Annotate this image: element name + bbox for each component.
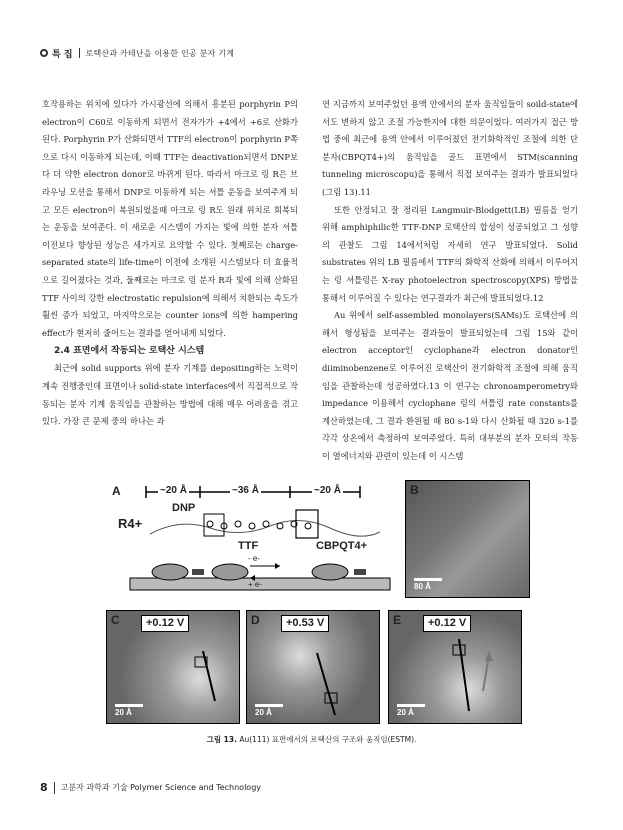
panel-label: D [251,613,260,627]
distance-label: ~36 Å [232,485,259,496]
paragraph: 호작용하는 위치에 있다가 가시광선에 의해서 흥분된 porphyrin P의 electron이 C60로 이동하게 되면서 전자가가 +4에서 +6로 산화가 된다. Porphyrin P가 산화되면서 TTF의 electron이 porphyrin P쪽으로 다시 이동하게 되는데, 이때 TTF는 deactivation되면서 DNP보다 더 약한 electron donor로 바뀌게 된다. 따라서 마크로 링 R은 브라우닝 모션을 통해서 DNP로 이동하게 되는 셔틀 운동을 보여주게 되고 모든 electron이 복원되었을때 마크로 링 R도 원래 위치로 회복되는 운동을 보여준다. 이 새로운 시스템이 가지는 빛에 의한 분자 셔틀 이전보다 향상된 성능은 세가지로 요약할 수 있다. 첫째로는 charge-separated state의 life-time이 이전에 소개된 시스템보다 더 효율적으로 길어졌다는 것과, 둘째로는 마크로 링 분자 R과 빛에 의해 산화된 TTF 사이의 강한 electrostatic repulsion에 의해서 치환되는 속도가 훨씬 증가 되었고, 마지막으로는 counter ions에 의한 hampering effect가 현저히 줄어드는 결과를 얻어내게 되었다. [42,99,298,338]
scale-bar: 20 Å [255,704,283,717]
panel-label: E [393,613,402,627]
panel-d-stm-image [246,610,380,724]
oxidation-label: - e- [248,554,260,563]
running-header [40,46,585,60]
divider [79,48,80,58]
scale-bar: 80 Å [414,578,442,591]
bullet-icon [40,49,48,57]
page-number: 8 [40,781,48,794]
section-label: 특 집 [52,49,73,60]
paragraph: 또한 안정되고 잘 정리된 Langmuir-Blodgett(LB) 필름을 얻기 위해 amphiphilic한 TTF-DNP 로택산의 합성이 성공되었고 그 성향의 관찰도 그림 14에서처럼 자세히 연구 발표되었다. Solid substrates 위의 LB 필름에서 TTF의 화학적 산화에 의해서 이루어지는 링 셔틀링은 X-ray photoelectron spectroscopy(XPS) 방법을 통해서 이루어질 수 있다는 연구결과가 최근에 발표되었다.12 [322,204,578,303]
paragraph: 연 지금까지 보여주었던 용액 안에서의 분자 움직임들이 soild-state에서도 변하지 않고 조절 가능한지에 대한 의문이었다. 여러가지 접근 방법 중에 최근에 용액 안에서 이루어졌던 전기화학적인 조절에 의한 단분자(CBPQT4+)의 움직임을 골드 표면에서 STM(scanning tunneling microscopu)을 통해서 직접 보여주는 결과가 발표되었다(그림 13).11 [322,99,578,197]
paragraph: 최근에 solid supports 위에 분자 기계를 depositing하는 노력이 계속 진행중인데 표면이나 solid-state interfaces에서 직접적으로 작동되는 분자 기계 움직임을 관찰하는 방법에 대해 매우 어려움을 겪고 있다. 가장 큰 문제 중의 하나는 과 [42,363,298,427]
voltage-label: +0.53 V [281,615,329,632]
scale-bar: 20 Å [397,704,425,717]
voltage-label: +0.12 V [423,615,471,632]
panel-label: C [111,613,120,627]
page-footer [40,781,261,794]
panel-label: B [410,483,419,497]
scale-bar: 20 Å [115,704,143,717]
cbpqt-label: CBPQT4+ [316,540,368,552]
journal-name: 고분자 과학과 기술 Polymer Science and Technology [60,783,262,792]
panel-c-stm-image [106,610,240,724]
section-heading: 2.4 표면에서 작동되는 로택산 시스템 [54,346,205,357]
left-column [42,96,298,431]
reduction-label: + e- [248,580,263,589]
figure-13 [100,478,530,733]
caption-text: Au(111) 표면에서의 로택산의 구조와 움직임(ESTM). [239,735,417,744]
header-topic: 로택산과 카테난을 이용한 인공 분자 기계 [85,48,235,58]
paragraph: Au 위에서 self-assembled monolayers(SAMs)도 로택산에 의해서 형성됨을 보여주는 결과들이 발표되었는데 그림 15와 같이 electron acceptor인 cyclophane과 electron donator인 diiminobenzene로 이루어진 로택산이 전기화학적 조절에 의해 움직임을 관찰하는데 성공하였다.13 이 연구는 chronoamperometry와 impedance 이용해서 cyclophane 링의 셔틀링 rate constants를 계산하였는데, 그 결과 환원될 때 80 s-1와 다시 산화될 때 320 s-1를 각각 상온에서 측정하여 보여주었다. 특히 대부분의 분자 모터의 작동이 열에너지와 관련이 있는데 이 시스템 [322,310,578,461]
voltage-label: +0.12 V [141,615,189,632]
panel-label: A [112,484,121,498]
distance-label: ~20 Å [160,485,187,496]
ttf-label: TTF [238,540,259,552]
right-column [322,96,578,465]
ring-label: R4+ [118,516,143,531]
panel-a [100,478,400,598]
panel-e-stm-image [388,610,522,724]
distance-label: ~20 Å [314,485,341,496]
dnp-label: DNP [172,502,196,514]
divider [54,782,55,794]
figure-caption [0,734,623,745]
caption-label: 그림 13. [206,735,237,744]
panel-b-stm-image [405,480,530,598]
